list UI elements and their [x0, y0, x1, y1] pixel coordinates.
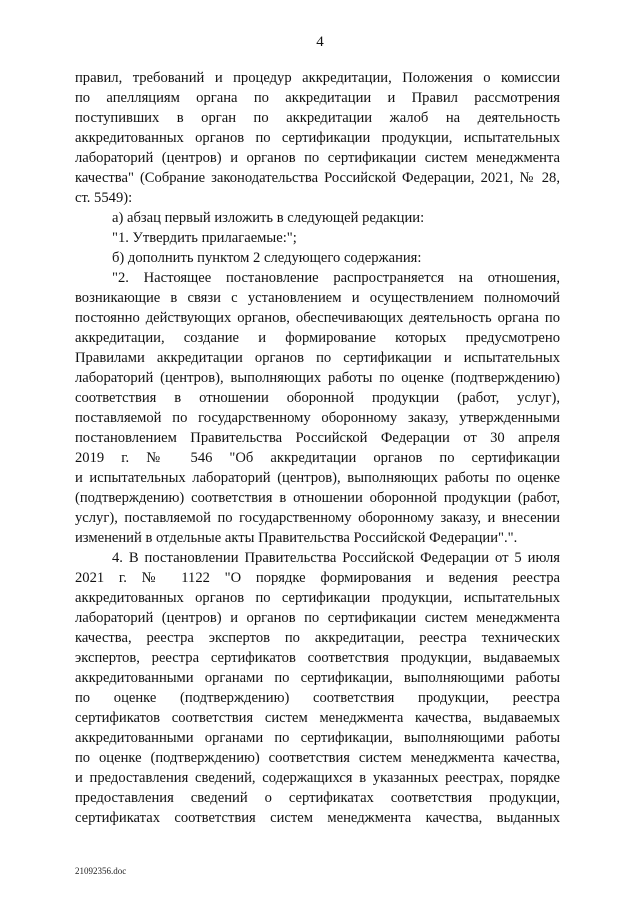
text-line: ст. 5549):: [75, 190, 133, 206]
document-body: [75, 68, 560, 828]
text-line: сертификатов соответствия систем менеджмента качества, выдаваемых: [75, 710, 560, 726]
text-line: по оценке (подтверждению) соответствия продукции, реестра: [75, 690, 560, 706]
text-line: по оценке (подтверждению) соответствия систем менеджмента качества,: [75, 750, 560, 766]
text-line: аккредитованных органов по сертификации продукции, испытательных: [75, 130, 560, 146]
text-line: поставляемой по государственному оборонному заказу, утвержденными: [75, 410, 560, 426]
text-line: качества, реестра экспертов по аккредитации, реестра технических: [75, 630, 560, 646]
text-line: по апелляциям органа по аккредитации и Правил рассмотрения: [75, 90, 560, 106]
text-line: лабораторий (центров) и органов по сертификации систем менеджмента: [75, 150, 560, 166]
text-line: а) абзац первый изложить в следующей редакции:: [112, 210, 425, 226]
text-line: правил, требований и процедур аккредитации, Положения о комиссии: [75, 70, 560, 86]
text-line: аккредитованными органами по сертификации, выполняющими работы: [75, 730, 560, 746]
text-line: постановлением Правительства Российской Федерации от 30 апреля: [75, 430, 560, 446]
text-line: и предоставления сведений, содержащихся в указанных реестрах, порядке: [75, 770, 560, 786]
text-line: качества" (Собрание законодательства Российской Федерации, 2021, № 28,: [75, 170, 560, 186]
text-line: "1. Утвердить прилагаемые:";: [112, 230, 297, 246]
document-footer: 21092356.doc: [75, 866, 127, 876]
text-line: 4. В постановлении Правительства Российской Федерации от 5 июля: [112, 550, 560, 566]
text-line: сертификатах соответствия систем менеджмента качества, выданных: [75, 810, 560, 826]
text-line: Правилами аккредитации органов по сертификации и испытательных: [75, 350, 560, 366]
text-line: аккредитованных органов по сертификации продукции, испытательных: [75, 590, 560, 606]
text-line: "2. Настоящее постановление распространяется на отношения,: [112, 270, 560, 286]
text-line: постоянно действующих органов, обеспечивающих деятельность органа по: [75, 310, 560, 326]
text-line: (подтверждению) соответствия в отношении оборонной продукции (работ,: [75, 490, 560, 506]
text-line: услуг), поставляемой по государственному оборонному заказу, и внесении: [75, 510, 560, 526]
text-line: лабораторий (центров) и органов по сертификации систем менеджмента: [75, 610, 560, 626]
text-line: б) дополнить пунктом 2 следующего содержания:: [112, 250, 422, 266]
text-line: возникающие в связи с установлением и осуществлением полномочий: [75, 290, 560, 306]
text-line: предоставления сведений о сертификатах соответствия продукции,: [75, 790, 560, 806]
text-line: 2021 г. № 1122 "О порядке формирования и ведения реестра: [75, 570, 560, 586]
text-line: и испытательных лабораторий (центров), выполняющих работы по оценке: [75, 470, 560, 486]
page-number: 4: [316, 34, 324, 50]
text-line: аккредитованными органами по сертификации, выполняющими работы: [75, 670, 560, 686]
text-line: лабораторий (центров), выполняющих работы по оценке (подтверждению): [75, 370, 560, 386]
text-line: поступивших в орган по аккредитации жалоб на деятельность: [75, 110, 560, 126]
text-line: соответствия в отношении оборонной продукции (работ, услуг),: [75, 390, 560, 406]
text-line: аккредитации, создание и формирование которых предусмотрено: [75, 330, 560, 346]
text-line: изменений в отдельные акты Правительства Российской Федерации".".: [75, 530, 518, 546]
text-line: экспертов, реестра сертификатов соответствия продукции, выдаваемых: [75, 650, 560, 666]
text-line: 2019 г. № 546 "Об аккредитации органов по сертификации: [75, 450, 560, 466]
